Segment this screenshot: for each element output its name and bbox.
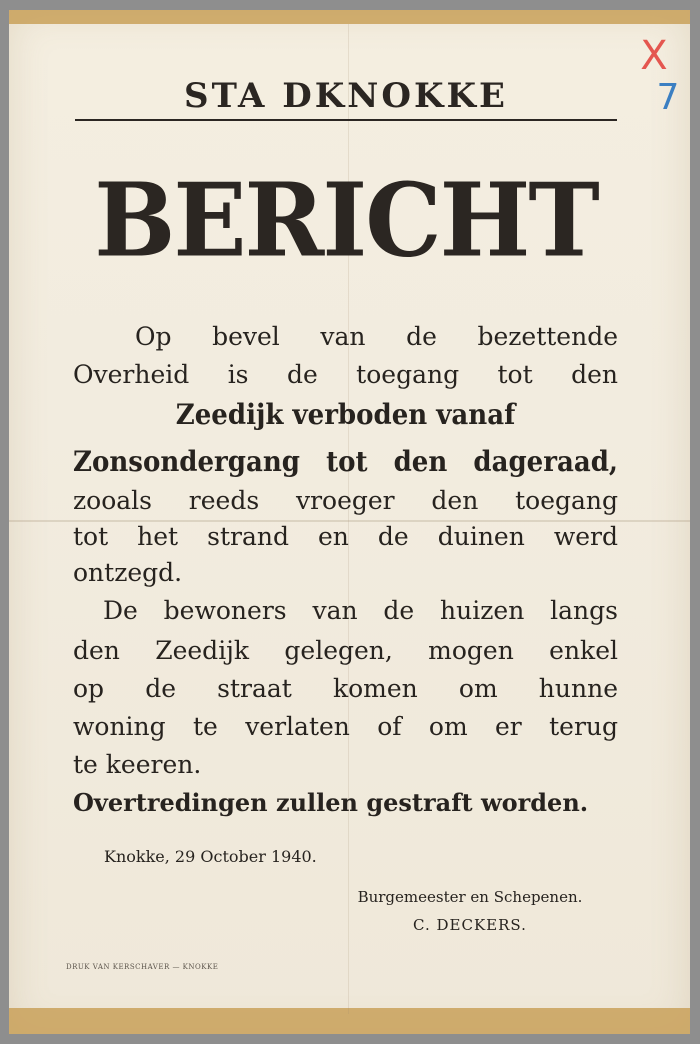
- poster-title: BERICHT: [94, 161, 598, 280]
- body-line-3: zooals reeds vroeger den toegang: [73, 486, 618, 515]
- printer-credit: DRUK VAN KERSCHAVER — KNOKKE: [66, 963, 219, 971]
- body-line-1: Op bevel van de bezettende: [135, 322, 618, 351]
- body-line-2: Overheid is de toegang tot den: [73, 360, 618, 389]
- body-line-5: ontzegd.: [73, 558, 183, 587]
- blue-number-mark: 7: [656, 77, 680, 118]
- emphasis-line-2: Zonsondergang tot den dageraad,: [73, 445, 618, 478]
- red-x-mark: X: [640, 33, 668, 79]
- city-header: STA DKNOKKE: [184, 76, 508, 116]
- body-line-6: De bewoners van de huizen langs: [103, 596, 618, 625]
- header-rule: [75, 119, 617, 121]
- signature-name: C. DECKERS.: [413, 916, 527, 934]
- body-line-8: op de straat komen om hunne: [73, 674, 618, 703]
- tape-bottom: [9, 1008, 690, 1034]
- body-line-4: tot het strand en de duinen werd: [73, 522, 618, 551]
- warning-line: Overtredingen zullen gestraft worden.: [73, 788, 589, 817]
- date-line: Knokke, 29 October 1940.: [104, 847, 317, 866]
- emphasis-line-1: Zeedijk verboden vanaf: [175, 398, 516, 431]
- tape-top: [9, 10, 690, 24]
- signers-line: Burgemeester en Schepenen.: [357, 888, 583, 906]
- body-line-9: woning te verlaten of om er terug: [73, 712, 618, 741]
- body-line-7: den Zeedijk gelegen, mogen enkel: [73, 636, 618, 665]
- body-line-10: te keeren.: [73, 750, 202, 779]
